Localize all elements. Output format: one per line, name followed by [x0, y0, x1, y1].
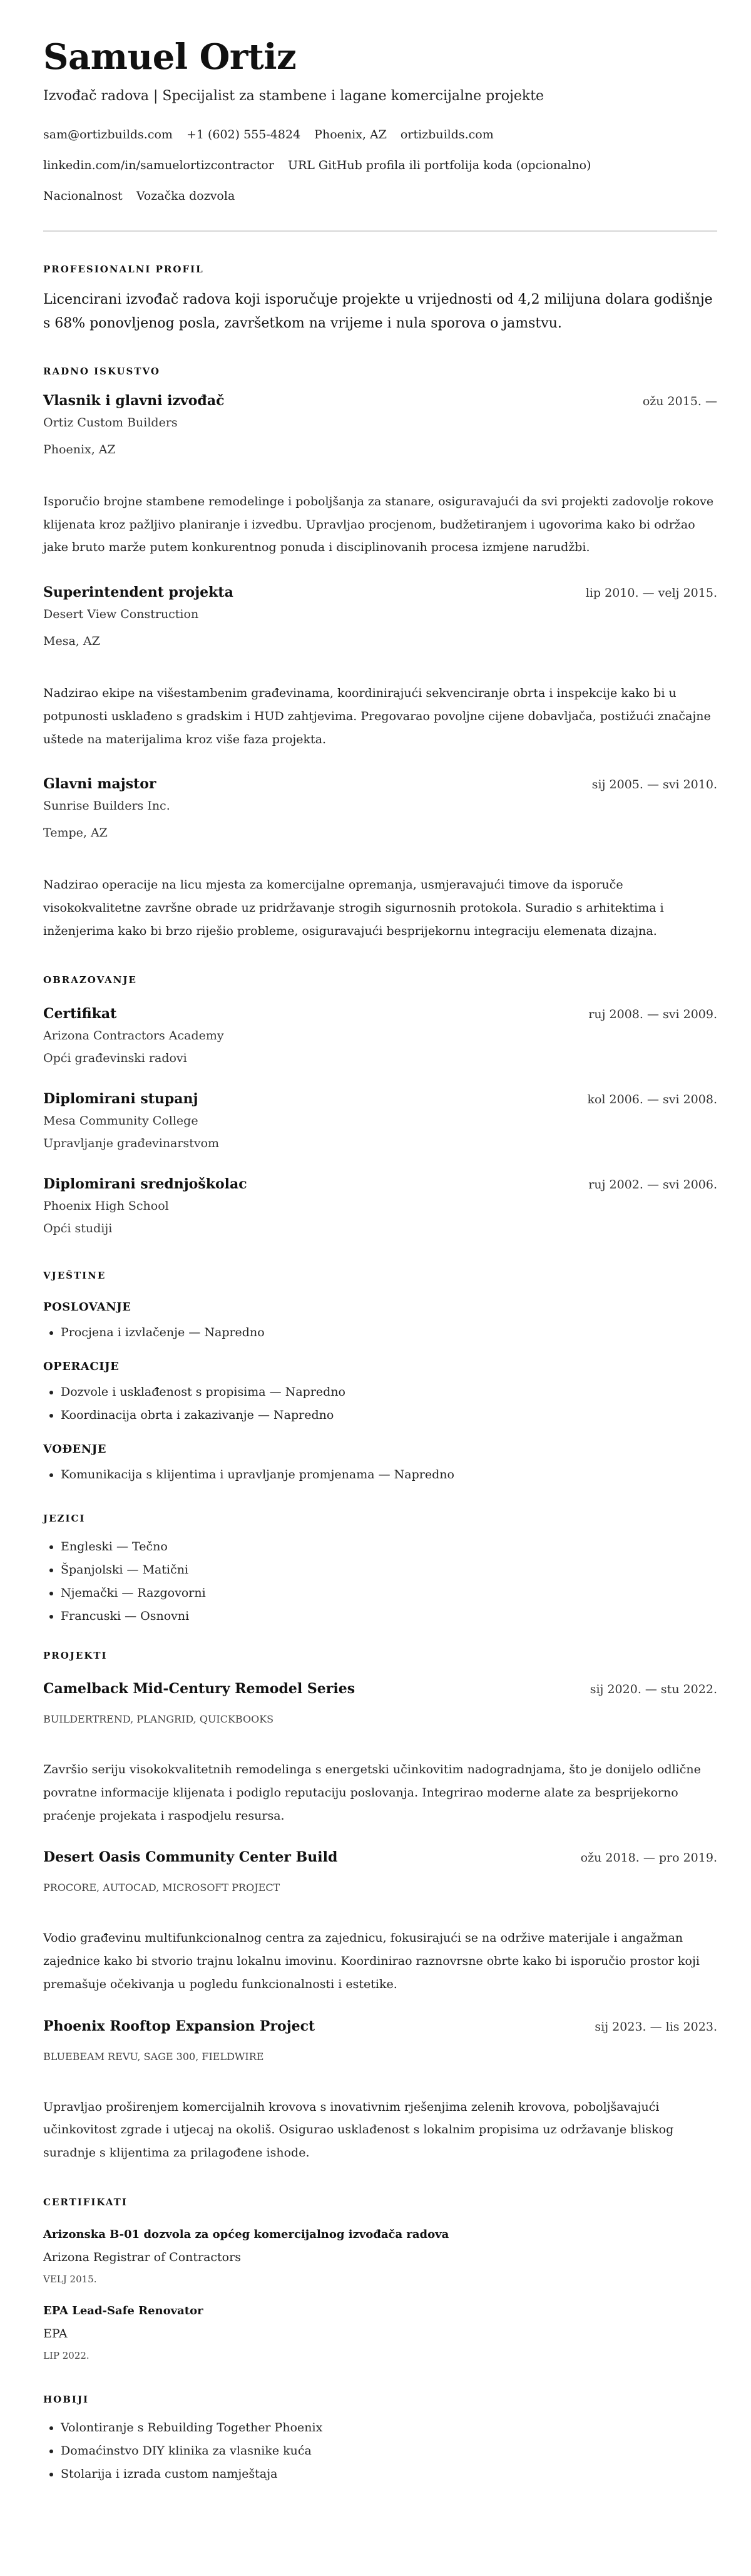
hobby-item: • Stolarija i izrada custom namještaja	[61, 2465, 717, 2483]
hobbies-section	[43, 2393, 717, 2483]
project-name: Camelback Mid-Century Remodel Series	[43, 1681, 355, 1698]
section-heading: OBRAZOVANJE	[43, 974, 137, 986]
field-of-study: Opći studiji	[43, 1222, 113, 1236]
resume	[43, 0, 717, 2519]
phone: +1 (602) 555-4824	[186, 128, 301, 142]
degree: Diplomirani stupanj	[43, 1091, 198, 1108]
website-link[interactable]: ortizbuilds.com	[400, 128, 494, 142]
location: Phoenix, AZ	[314, 128, 387, 142]
skill-category: VOĐENJE	[43, 1443, 106, 1456]
education-section	[43, 974, 717, 1238]
language-item: • Njemački — Razgovorni	[61, 1584, 717, 1602]
job-company: Ortiz Custom Builders	[43, 416, 178, 430]
languages-section	[43, 1512, 717, 1625]
field-of-study: Upravljanje građevinarstvom	[43, 1136, 220, 1151]
education-entry	[43, 1175, 717, 1238]
job-entry	[43, 391, 717, 559]
skill-item: • Komunikacija s klijentima i upravljanje promjenama — Napredno	[61, 1465, 717, 1484]
drivers-license: Vozačka dozvola	[136, 189, 235, 203]
skill-category: POSLOVANJE	[43, 1301, 131, 1314]
hobby-item: • Volontiranje s Rebuilding Together Phoenix	[61, 2418, 717, 2437]
certification-date: VELJ 2015.	[43, 2273, 97, 2285]
skill-list	[43, 1465, 717, 1484]
skill-list	[43, 1323, 717, 1342]
job-company: Sunrise Builders Inc.	[43, 799, 170, 813]
profile-section	[43, 263, 717, 336]
language-list	[43, 1537, 717, 1625]
project-description: Vodio građevinu multifunkcionalnog centra za zajednicu, fokusirajući se na održive materijale i angažman zajednice kako bi stvorio trajnu lokalnu imovinu. Koordinirao raznovrsne obrte kako bi isporučio prostor koji premašuje očekivanja u pogledu funkcionalnosti i estetike.	[43, 1931, 700, 1991]
profile-text: Licencirani izvođač radova koji isporučuje projekte u vrijednosti od 4,2 milijuna dolara godišnje s 68% ponovljenog posla, završetkom na vrijeme i nula sporova o jamstvu.	[43, 292, 713, 331]
project-tech: BLUEBEAM REVU, SAGE 300, FIELDWIRE	[43, 2050, 264, 2063]
job-location: Tempe, AZ	[43, 826, 108, 840]
project-name: Phoenix Rooftop Expansion Project	[43, 2017, 315, 2034]
section-heading: JEZICI	[43, 1513, 86, 1525]
job-description: Isporučio brojne stambene remodelinge i poboljšanja za stanare, osiguravajući da svi projekti zadovolje rokove klijenata kroz pažljivo planiranje i izvedbu. Upravljao procjenom, budžetiranjem i ugovorima kako bi održao jake bruto marže putem konkurentnog ponuda i disciplinovanih procesa izmjene narudžbi.	[43, 495, 714, 555]
project-date: sij 2020. — stu 2022.	[590, 1682, 717, 1697]
degree: Diplomirani srednjoškolac	[43, 1176, 247, 1193]
job-date: ožu 2015. —	[642, 394, 717, 408]
skill-item: • Koordinacija obrta i zakazivanje — Napredno	[61, 1406, 717, 1425]
project-name: Desert Oasis Community Center Build	[43, 1849, 338, 1866]
education-date: kol 2006. — svi 2008.	[587, 1093, 717, 1107]
skill-item: • Dozvole i usklađenost s propisima — Napredno	[61, 1383, 717, 1401]
education-date: ruj 2002. — svi 2006.	[588, 1178, 717, 1192]
job-description: Nadzirao ekipe na višestambenim građevinama, koordinirajući sekvenciranje obrta i inspekcije kako bi u potpunosti usklađeno s gradskim i HUD zahtjevima. Pregovarao povoljne cijene dobavljača, postižući značajne uštede na materijalima kroz više faza projekta.	[43, 686, 711, 746]
links-row	[43, 156, 717, 175]
resume-header	[43, 36, 717, 205]
linkedin-link[interactable]: linkedin.com/in/samuelortizcontractor	[43, 158, 274, 172]
certification-issuer: Arizona Registrar of Contractors	[43, 2250, 241, 2264]
job-date: sij 2005. — svi 2010.	[591, 778, 717, 792]
field-of-study: Opći građevinski radovi	[43, 1051, 187, 1066]
project-tech: BUILDERTREND, PLANGRID, QUICKBOOKS	[43, 1713, 274, 1726]
skill-list	[43, 1383, 717, 1425]
project-description: Upravljao proširenjem komercijalnih krovova s inovativnim rješenjima zelenih krovova, poboljšavajući učinkovitost zgrade i utjecaj na okoliš. Osigurao usklađenost s lokalnim propisima uz održavanje bliskog suradnje s klijentima za prilagođene ishode.	[43, 2099, 674, 2160]
project-entry	[43, 1848, 717, 1996]
job-description: Nadzirao operacije na licu mjesta za komercijalne opremanja, usmjeravajući timove da isporuče visokokvalitetne završne obrade uz pridržavanje strogih sigurnosnih protokola. Suradio s arhitektima i inženjerima kako bi brzo riješio probleme, osiguravajući besprijekornu integraciju elemenata dizajna.	[43, 878, 664, 938]
job-company: Desert View Construction	[43, 607, 199, 622]
language-item: • Španjolski — Matični	[61, 1560, 717, 1579]
certification-entry	[43, 2227, 717, 2285]
section-heading: VJEŠTINE	[43, 1270, 106, 1282]
certification-entry	[43, 2303, 717, 2362]
experience-section	[43, 365, 717, 942]
candidate-title: Izvođač radova | Specijalist za stambene i lagane komercijalne projekte	[43, 88, 544, 104]
email-link[interactable]: sam@ortizbuilds.com	[43, 128, 173, 142]
contact-row	[43, 125, 717, 144]
project-tech: PROCORE, AUTOCAD, MICROSOFT PROJECT	[43, 1882, 280, 1894]
hobby-item: • Domaćinstvo DIY klinika za vlasnike kuća	[61, 2441, 717, 2460]
github-link[interactable]: URL GitHub profila ili portfolija koda (opcionalno)	[287, 158, 591, 172]
language-item: • Francuski — Osnovni	[61, 1607, 717, 1625]
certification-name: EPA Lead-Safe Renovator	[43, 2304, 203, 2317]
job-title: Vlasnik i glavni izvođač	[43, 393, 225, 409]
job-entry	[43, 775, 717, 942]
certification-name: Arizonska B-01 dozvola za općeg komercijalnog izvođača radova	[43, 2227, 449, 2241]
skill-category: OPERACIJE	[43, 1360, 120, 1374]
projects-section	[43, 1649, 717, 2164]
section-heading: HOBIJI	[43, 2393, 89, 2405]
job-date: lip 2010. — velj 2015.	[585, 586, 717, 600]
hobby-list	[43, 2418, 717, 2483]
nationality: Nacionalnost	[43, 189, 123, 203]
job-title: Superintendent projekta	[43, 584, 233, 601]
degree: Certifikat	[43, 1006, 117, 1023]
section-heading: PROFESIONALNI PROFIL	[43, 264, 204, 275]
certifications-section	[43, 2196, 717, 2362]
job-entry	[43, 583, 717, 751]
language-item: • Engleski — Tečno	[61, 1537, 717, 1556]
school: Phoenix High School	[43, 1199, 169, 1213]
section-heading: RADNO ISKUSTVO	[43, 366, 160, 377]
project-entry	[43, 2017, 717, 2165]
school: Arizona Contractors Academy	[43, 1029, 224, 1043]
job-title: Glavni majstor	[43, 776, 156, 793]
job-location: Mesa, AZ	[43, 634, 100, 649]
project-date: sij 2023. — lis 2023.	[595, 2019, 717, 2034]
header-divider	[43, 230, 717, 232]
project-description: Završio seriju visokokvalitetnih remodelinga s energetski učinkovitim nadogradnjama, što je donijelo odlične povratne informacije klijenata i podiglo reputaciju poslovanja. Integrirao moderne alate za besprijekorno praćenje projekata i raspodjelu resursa.	[43, 1763, 701, 1823]
section-heading: CERTIFIKATI	[43, 2196, 128, 2208]
job-location: Phoenix, AZ	[43, 443, 116, 456]
certification-issuer: EPA	[43, 2326, 68, 2341]
candidate-name: Samuel Ortiz	[43, 36, 297, 78]
section-heading: PROJEKTI	[43, 1650, 108, 1662]
extra-row	[43, 187, 717, 205]
education-date: ruj 2008. — svi 2009.	[588, 1007, 717, 1022]
education-entry	[43, 1004, 717, 1068]
project-entry	[43, 1679, 717, 1827]
certification-date: LIP 2022.	[43, 2349, 89, 2361]
school: Mesa Community College	[43, 1114, 198, 1128]
project-date: ožu 2018. — pro 2019.	[580, 1851, 717, 1865]
skills-section	[43, 1269, 717, 1484]
education-entry	[43, 1090, 717, 1153]
skill-item: • Procjena i izvlačenje — Napredno	[61, 1323, 717, 1342]
